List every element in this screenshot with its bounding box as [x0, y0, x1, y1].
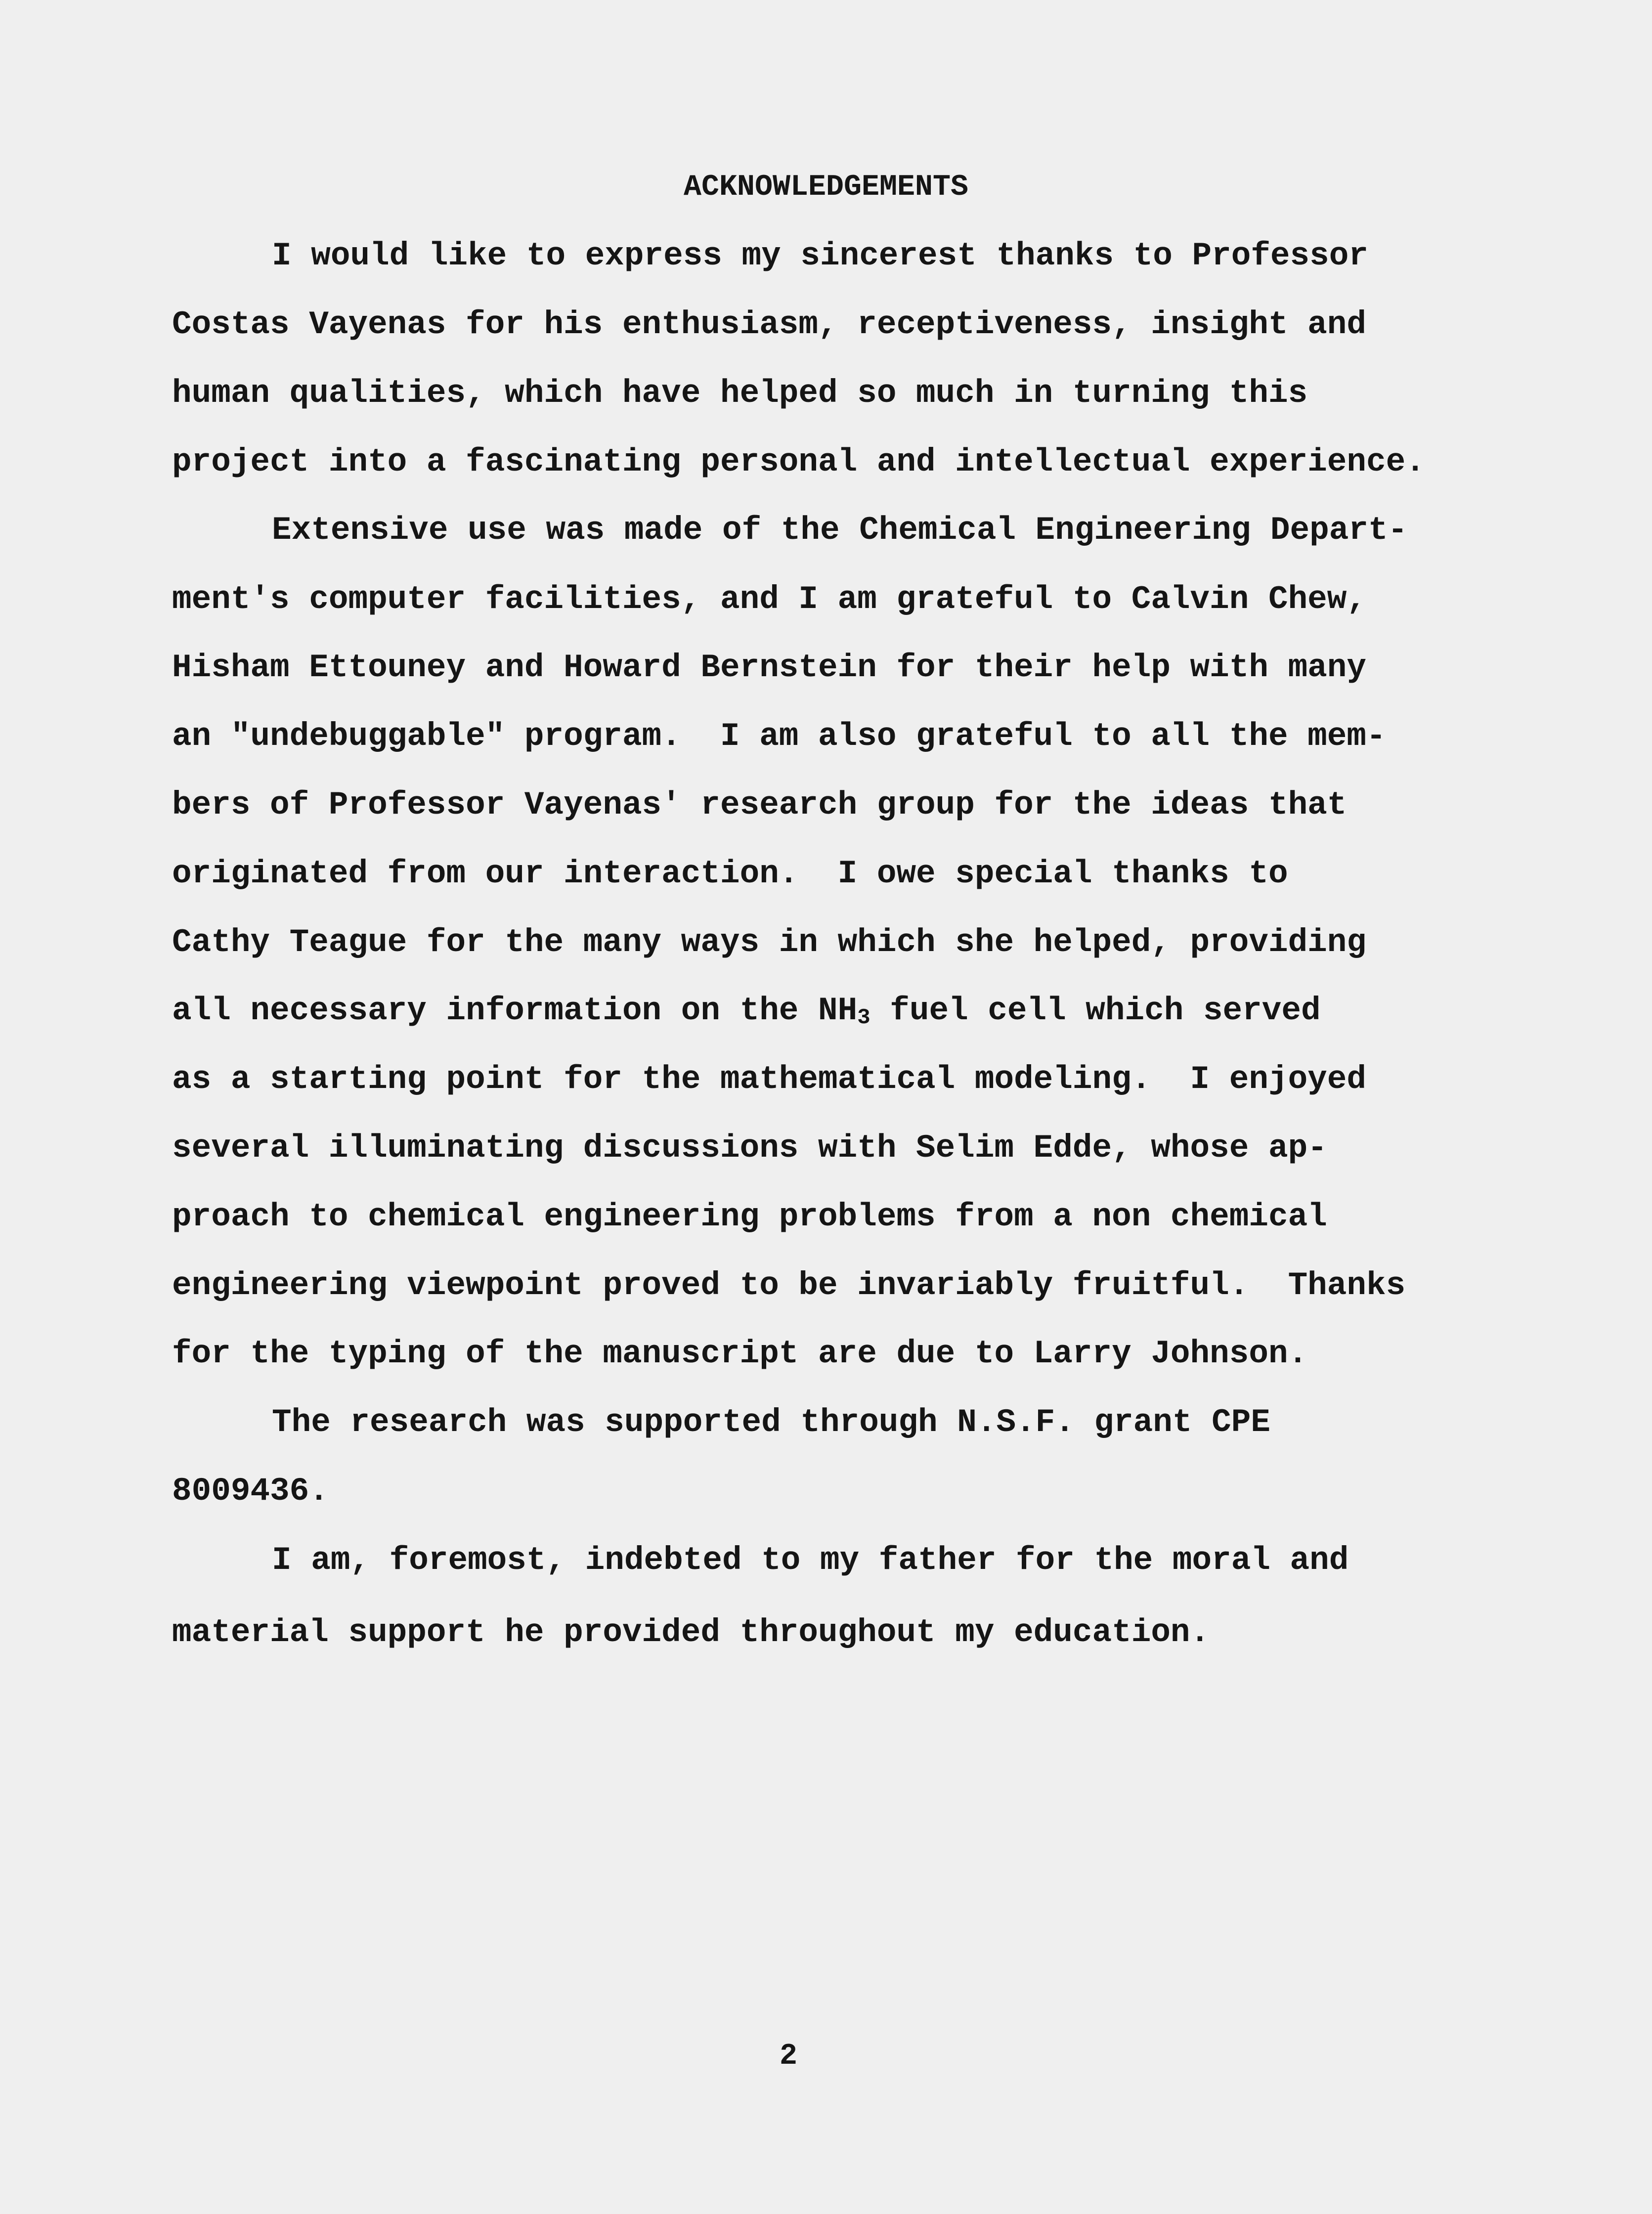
page-number: 2 [779, 2040, 797, 2073]
text-line: Extensive use was made of the Chemical Engineering Depart- [272, 512, 1408, 549]
text-line: engineering viewpoint proved to be invariably fruitful. Thanks [172, 1267, 1406, 1304]
text-line: human qualities, which have helped so much in turning this [172, 375, 1308, 412]
text-line: Cathy Teague for the many ways in which she helped, providing [172, 924, 1366, 961]
text-line: material support he provided throughout my education. [172, 1614, 1210, 1651]
text-line: Costas Vayenas for his enthusiasm, receptiveness, insight and [172, 306, 1366, 343]
text-line: Hisham Ettouney and Howard Bernstein for their help with many [172, 649, 1366, 686]
text-line: as a starting point for the mathematical modeling. I enjoyed [172, 1061, 1366, 1098]
text-line-nh3 [172, 992, 1321, 1030]
text-line: 8009436. [172, 1473, 329, 1510]
text-line: several illuminating discussions with Selim Edde, whose ap- [172, 1129, 1327, 1167]
text-line: ment's computer facilities, and I am grateful to Calvin Chew, [172, 581, 1366, 618]
text-line-continuation: fuel cell which served [870, 992, 1321, 1029]
text-line: originated from our interaction. I owe special thanks to [172, 855, 1288, 892]
page-title: ACKNOWLEDGEMENTS [683, 171, 969, 204]
text-line: proach to chemical engineering problems from a non chemical [172, 1198, 1327, 1235]
text-line: for the typing of the manuscript are due to Larry Johnson. [172, 1335, 1308, 1372]
text-line: I am, foremost, indebted to my father for the moral and [272, 1542, 1349, 1579]
text-line: all necessary information on the NH [172, 992, 858, 1029]
text-line: project into a fascinating personal and intellectual experience. [172, 443, 1425, 480]
chemical-subscript: 3 [857, 1005, 870, 1030]
text-line: I would like to express my sincerest thanks to Professor [272, 237, 1368, 274]
text-line: bers of Professor Vayenas' research group for the ideas that [172, 786, 1347, 824]
text-line: The research was supported through N.S.F. grant CPE [272, 1404, 1270, 1441]
text-line: an "undebuggable" program. I am also grateful to all the mem- [172, 718, 1386, 755]
